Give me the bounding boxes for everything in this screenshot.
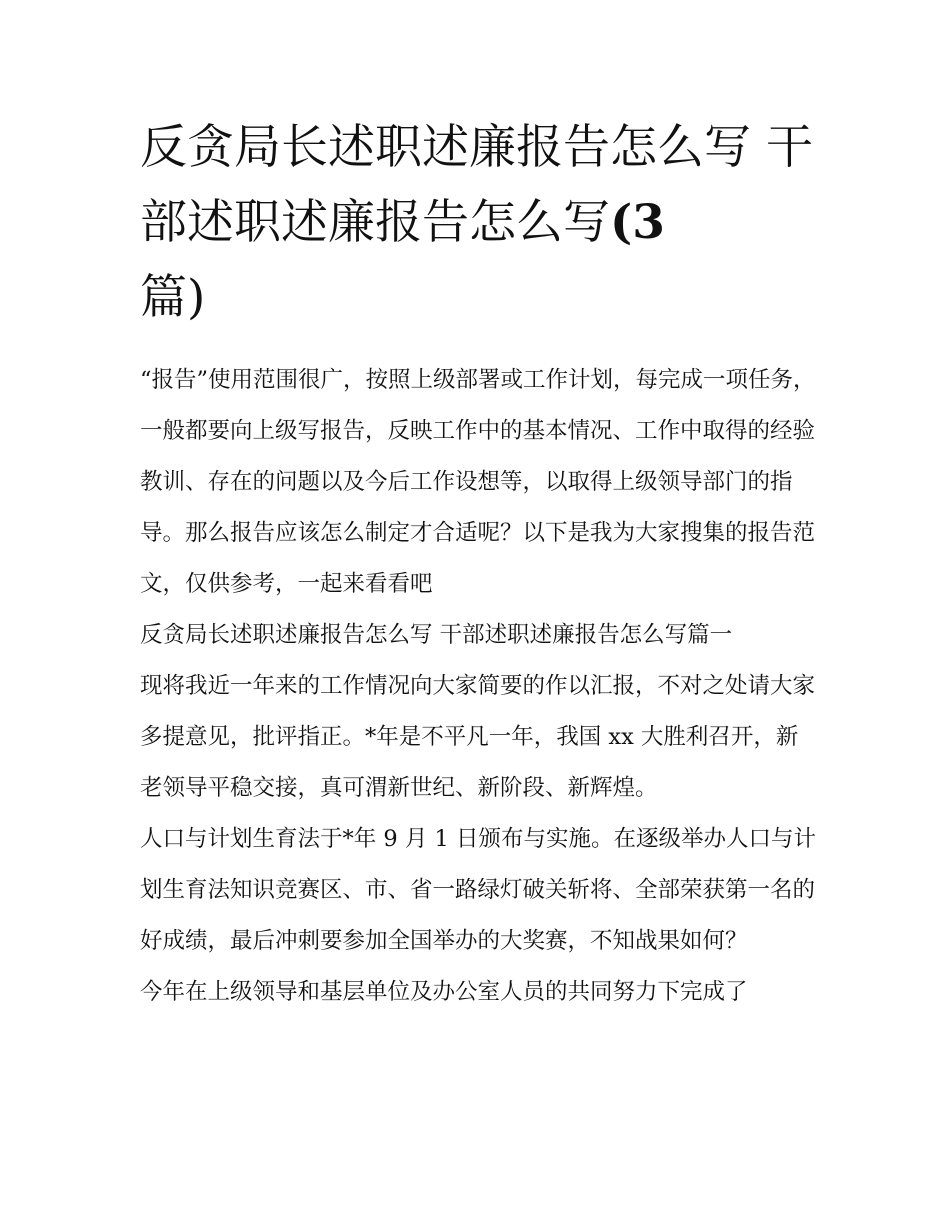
paragraph-achievements: 今年在上级领导和基层单位及办公室人员的共同努力下完成了 <box>140 979 748 1005</box>
paragraph-population-law: 人口与计划生育法于*年 9 月 1 日颁布与实施。在逐级举办人口与计划生育法知识竞赛区、市、省一路绿灯破关斩将、全部荣获第一名的好成绩，最后冲刺要参加全国举办的大奖赛，不知战果如何？ <box>140 826 816 954</box>
document-body <box>140 355 820 1018</box>
title-count-open: (3 <box>610 195 665 250</box>
title-text: 反贪局长述职述廉报告怎么写 干部述职述廉报告怎么写 <box>140 120 813 250</box>
paragraph-report-opening: 现将我近一年来的工作情况向大家简要的作以汇报，不对之处请大家多提意见，批评指正。*年是不平凡一年，我国 xx 大胜利召开，新老领导平稳交接，真可渭新世纪、新阶段、新辉煌。 <box>140 673 816 801</box>
paragraph-intro: “报告”使用范围很广，按照上级部署或工作计划，每完成一项任务，一般都要向上级写报告，反映工作中的基本情况、工作中取得的经验教训、存在的问题以及今后工作设想等，以取得上级领导部门的指导。那么报告应该怎么制定才合适呢？以下是我为大家搜集的报告范文，仅供参考，一起来看看吧 <box>140 367 816 597</box>
title-count-close: 篇) <box>140 270 206 325</box>
paragraph-section-heading: 反贪局长述职述廉报告怎么写 干部述职述廉报告怎么写篇一 <box>140 622 733 648</box>
document-title <box>140 110 820 335</box>
